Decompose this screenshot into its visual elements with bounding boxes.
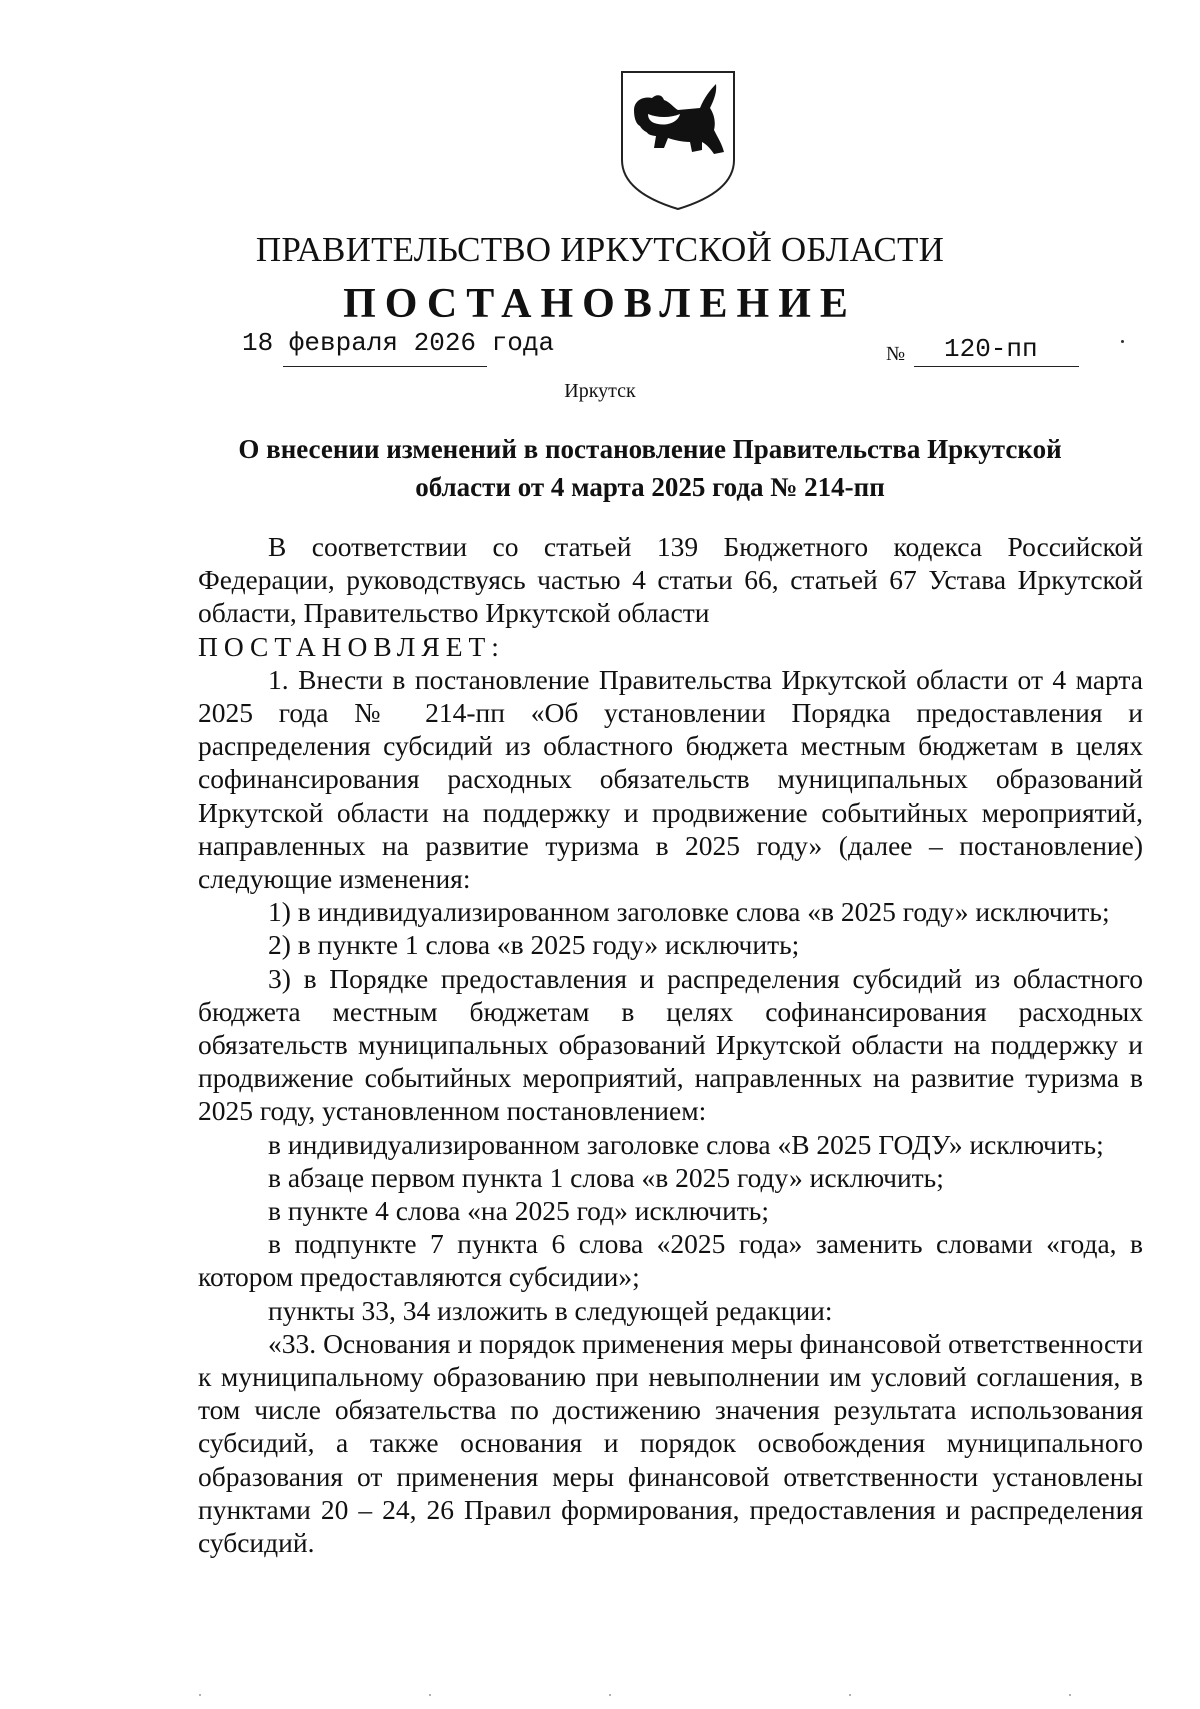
document-number: 120-пп [944,334,1038,364]
paragraph-33: «33. Основания и порядок применения меры финансовой ответственности к муниципальному образованию при невыполнении им условий соглашения, в том числе обязательства по достижению значения результата использования субсидий, а также основания и порядок освобождения муниципального образования от применения меры финансовой ответственности установлены пунктами 20 – 24, 26 Правил формирования, предоставления и распределения субсидий. [198,1327,1143,1559]
scan-dot [1121,340,1124,343]
change-3-paragraph: в пункте 4 слова «на 2025 год» исключить; [268,1195,769,1227]
subitem-3-paragraph: 3) в Порядке предоставления и распределения субсидий из областного бюджета местным бюджетам в целях софинансирования расходных обязательств муниципальных образований Иркутской области на поддержку и продвижение событийных мероприятий, направленных на развитие туризма в 2025 году, установленном постановлением: [198,962,1143,1127]
document-title [200,430,1100,506]
title-line-1: О внесении изменений в постановление Правительства Иркутской [238,434,1062,464]
city-name: Иркутск [564,380,636,402]
number-underline [914,366,1079,367]
government-name: ПРАВИТЕЛЬСТВО ИРКУТСКОЙ ОБЛАСТИ [255,230,945,269]
change-1-paragraph: в индивидуализированном заголовке слова «В 2025 ГОДУ» исключить; [268,1128,1104,1160]
document-date: 18 февраля 2026 года [242,328,555,358]
item-1-paragraph: 1. Внести в постановление Правительства Иркутской области от 4 марта 2025 года № 214-пп «Об установлении Порядка предоставления и распределения субсидий из областного бюджета местным бюджетам в целях софинансирования расходных обязательств муниципальных образований Иркутской области на поддержку и продвижение событийных мероприятий, направленных на развитие туризма в 2025 году» (далее – постановление) следующие изменения: [198,663,1143,895]
date-underline [283,366,487,367]
change-2-paragraph: в абзаце первом пункта 1 слова «в 2025 году» исключить; [268,1161,944,1193]
decree-word: ПОСТАНОВЛЯЕТ: [198,630,505,662]
subitem-1-paragraph: 1) в индивидуализированном заголовке слова «в 2025 году» исключить; [268,896,1110,928]
change-4-paragraph: в подпункте 7 пункта 6 слова «2025 года» заменить словами «года, в котором предоставляются субсидии»; [198,1228,1143,1293]
document-body [198,530,1143,1559]
scan-specks [190,1692,1090,1698]
title-line-2: области от 4 марта 2025 года № 214-пп [415,472,885,502]
number-sign: № [886,343,906,365]
change-5-paragraph: пункты 33, 34 изложить в следующей редакции: [268,1294,833,1326]
irkutsk-coat-of-arms-icon [618,68,738,213]
document-type: ПОСТАНОВЛЕНИЕ [343,281,857,327]
preamble-paragraph: В соответствии со статьей 139 Бюджетного кодекса Российской Федерации, руководствуясь частью 4 статьи 66, статьей 67 Устава Иркутской области, Правительство Иркутской области [198,531,1143,629]
subitem-2-paragraph: 2) в пункте 1 слова «в 2025 году» исключить; [268,929,800,961]
